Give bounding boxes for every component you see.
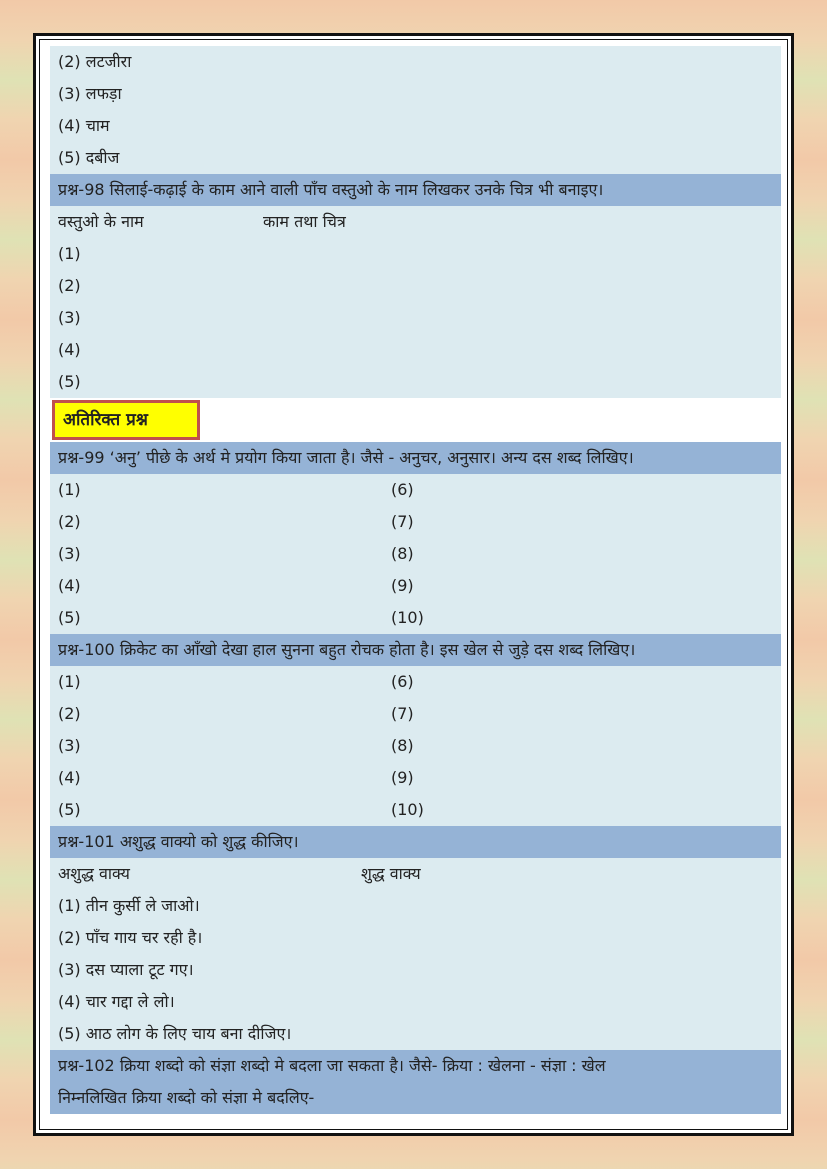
question-100: प्रश्न-100 क्रिकेट का आँखो देखा हाल सुनना बहुत रोचक होता है। इस खेल से जुड़े दस शब्द लिखिए। [50, 634, 781, 666]
answer-slot: (10) [391, 800, 424, 819]
q99-answers [50, 474, 781, 634]
list-item: (2) लटजीरा [50, 46, 781, 78]
answer-slot: (5) [58, 608, 81, 627]
question-99: प्रश्न-99 ‘अनु’ पीछे के अर्थ मे प्रयोग किया जाता है। जैसे - अनुचर, अनुसार। अन्य दस शब्द लिखिए। [50, 442, 781, 474]
answer-slot: (6) [391, 480, 414, 499]
table-row: (1) तीन कुर्सी ले जाओ। [50, 890, 781, 922]
answer-slot: (7) [391, 704, 414, 723]
question-102-line2: निम्नलिखित क्रिया शब्दो को संज्ञा मे बदलिए- [58, 1088, 315, 1107]
column-header-incorrect: अशुद्ध वाक्य [58, 864, 130, 883]
q100-answers [50, 666, 781, 826]
answer-slot: (6) [391, 672, 414, 691]
table-row: (5) [50, 366, 781, 398]
answer-slot: (2) [58, 512, 81, 531]
table-header [50, 206, 781, 238]
answer-slot: (1) [58, 672, 81, 691]
table-row: (2) पाँच गाय चर रही है। [50, 922, 781, 954]
q98-table [50, 206, 781, 398]
table-row: (2) [50, 270, 781, 302]
question-101: प्रश्न-101 अशुद्ध वाक्यो को शुद्ध कीजिए। [50, 826, 781, 858]
question-98: प्रश्न-98 सिलाई-कढ़ाई के काम आने वाली पाँच वस्तुओ के नाम लिखकर उनके चित्र भी बनाइए। [50, 174, 781, 206]
table-row: (1) [50, 238, 781, 270]
table-row: (4) चार गद्दा ले लो। [50, 986, 781, 1018]
answer-slot: (4) [58, 768, 81, 787]
section-heading: अतिरिक्त प्रश्न [52, 400, 200, 440]
table-row: (3) दस प्याला टूट गए। [50, 954, 781, 986]
answer-slot: (9) [391, 576, 414, 595]
table-row: (3) [50, 302, 781, 334]
table-header [50, 858, 781, 890]
answer-slot: (10) [391, 608, 424, 627]
table-row: (4) [50, 334, 781, 366]
q101-table [50, 858, 781, 1050]
list-item: (3) लफड़ा [50, 78, 781, 110]
column-header-items: वस्तुओ के नाम [58, 212, 144, 231]
answer-slot: (3) [58, 736, 81, 755]
question-102 [50, 1050, 781, 1114]
answer-slot: (3) [58, 544, 81, 563]
worksheet [50, 46, 781, 1114]
column-header-correct: शुद्ध वाक्य [361, 864, 421, 883]
question-102-line1: प्रश्न-102 क्रिया शब्दो को संज्ञा शब्दो मे बदला जा सकता है। जैसे- क्रिया : खेलना - संज्ञा : खेल [58, 1056, 606, 1075]
answer-list-top [50, 46, 781, 174]
table-row: (5) आठ लोग के लिए चाय बना दीजिए। [50, 1018, 781, 1050]
column-header-use-drawing: काम तथा चित्र [263, 212, 346, 231]
list-item: (5) दबीज [50, 142, 781, 174]
answer-slot: (9) [391, 768, 414, 787]
answer-slot: (1) [58, 480, 81, 499]
answer-slot: (4) [58, 576, 81, 595]
answer-slot: (5) [58, 800, 81, 819]
answer-slot: (2) [58, 704, 81, 723]
answer-slot: (7) [391, 512, 414, 531]
extra-questions-section [50, 398, 781, 442]
answer-slot: (8) [391, 736, 414, 755]
list-item: (4) चाम [50, 110, 781, 142]
answer-slot: (8) [391, 544, 414, 563]
